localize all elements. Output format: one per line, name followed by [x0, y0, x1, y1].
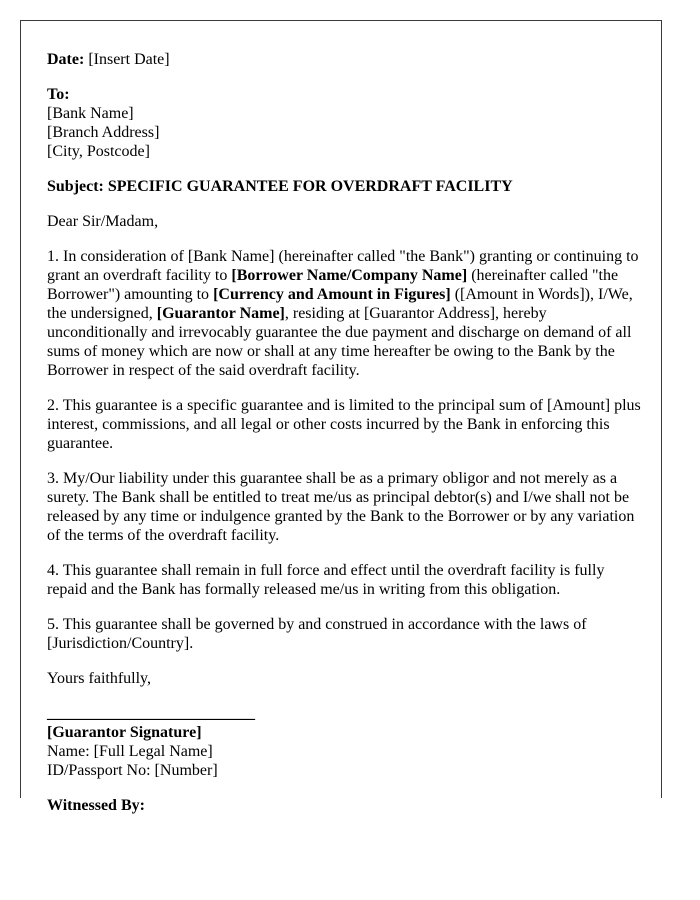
- date-label: Date:: [47, 51, 85, 68]
- signature-block: [47, 704, 641, 780]
- date-line: [47, 50, 641, 69]
- recipient-block: [47, 85, 641, 161]
- date-value: [Insert Date]: [88, 51, 170, 68]
- clause-5: 5. This guarantee shall be governed by and construed in accordance with the laws of [Jurisdiction/Country].: [47, 616, 587, 652]
- signature-name-line: Name: [Full Legal Name]: [47, 743, 213, 760]
- guarantor-signature-placeholder: [Guarantor Signature]: [47, 724, 202, 741]
- recipient-label: To:: [47, 86, 70, 103]
- signature-id-line: ID/Passport No: [Number]: [47, 762, 218, 779]
- guarantor-name-placeholder: [Guarantor Name]: [156, 305, 285, 322]
- clause-1-text: , residing at [Guarantor Address], hereby unconditionally and irrevocably guarantee the due payment and discharge on demand of all sums of money which are now or shall at any time hereafter be owing to the Bank by the Borrower in respect of the said overdraft facility.: [47, 305, 632, 379]
- recipient-branch-address: [Branch Address]: [47, 124, 160, 141]
- witnessed-by-heading: Witnessed By:: [47, 797, 145, 814]
- clause-2: 2. This guarantee is a specific guarantee and is limited to the principal sum of [Amount] plus interest, commissions, and all legal or other costs incurred by the Bank in enforcing this guarantee.: [47, 397, 641, 452]
- amount-figures-placeholder: [Currency and Amount in Figures]: [213, 286, 451, 303]
- recipient-city-postcode: [City, Postcode]: [47, 143, 150, 160]
- clause-3: 3. My/Our liability under this guarantee shall be as a primary obligor and not merely as a surety. The Bank shall be entitled to treat me/us as principal debtor(s) and I/we shall not be released by any time or indulgence granted by the Bank to the Borrower or by any variation of the terms of the overdraft facility.: [47, 470, 635, 544]
- clause-1-text: ([Amount in Words]), I/We, the undersigned,: [47, 286, 633, 322]
- signature-line: __________________________: [47, 705, 255, 722]
- recipient-bank-name: [Bank Name]: [47, 105, 134, 122]
- clause-1-text: 1. In consideration of [Bank Name] (hereinafter called "the Bank") granting or continuing to grant an overdraft facility to: [47, 248, 639, 284]
- document-page: [20, 20, 662, 814]
- borrower-name-placeholder: [Borrower Name/Company Name]: [231, 267, 468, 284]
- clause-1: [47, 247, 641, 380]
- clause-1-text: (hereinafter called "the Borrower") amounting to: [47, 267, 619, 303]
- subject-line: Subject: SPECIFIC GUARANTEE FOR OVERDRAFT FACILITY: [47, 178, 513, 195]
- closing: Yours faithfully,: [47, 670, 152, 687]
- clause-4: 4. This guarantee shall remain in full force and effect until the overdraft facility is fully repaid and the Bank has formally released me/us in writing from this obligation.: [47, 562, 605, 598]
- salutation: Dear Sir/Madam,: [47, 213, 159, 230]
